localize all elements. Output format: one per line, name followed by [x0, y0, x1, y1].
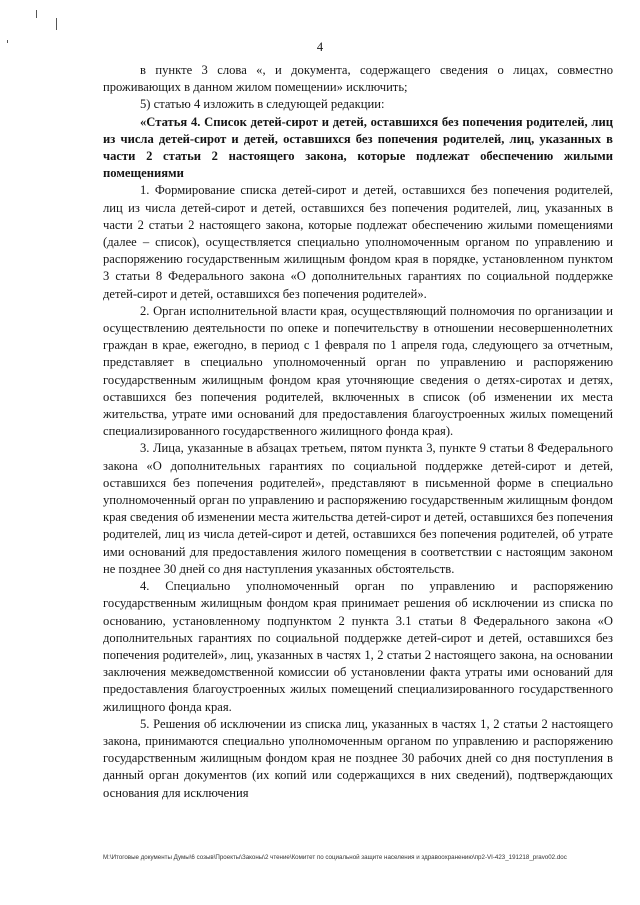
paragraph-3: 3. Лица, указанные в абзацах третьем, пятом пункта 3, пункте 9 статьи 8 Федерального закона «О дополнительных гарантиях по социальной поддержке детей-сирот и детей, оставшихся без попечения родителей», представляют в письменной форме в специально уполномоченный орган по управлению и распоряжению государственным жилищным фондом края сведения об изменении места жительства детей-сирот и детей, оставшихся без попечения родителей, лиц из числа детей-сирот и детей, оставшихся без попечения родителей, об утрате ими оснований для предоставления жилого помещения в соответствии с настоящим законом не позднее 30 дней со дня наступления указанных обстоятельств.: [103, 441, 613, 576]
scan-mark: [56, 18, 57, 30]
paragraph-amendment-intro: 5) статью 4 изложить в следующей редакции:: [140, 97, 385, 112]
paragraph-1: 1. Формирование списка детей-сирот и детей, оставшихся без попечения родителей, лиц из числа детей-сирот и детей, оставшихся без попечения родителей, лиц, указанных в части 2 статьи 2 настоящего закона, которые подлежат обеспечению жилыми помещениями (далее – список), осуществляется специально уполномоченным органом по управлению и распоряжению государственным жилищным фондом края в порядке, установленном пунктом 3 статьи 8 Федерального закона «О дополнительных гарантиях по социальной поддержке детей-сирот и детей, оставшихся без попечения родителей».: [103, 183, 613, 301]
article-heading: «Статья 4. Список детей-сирот и детей, оставшихся без попечения родителей, лиц из числа детей-сирот и детей, оставшихся без попечения родителей, лиц, указанных в части 2 статьи 2 настоящего закона, которые подлежат обеспечению жилыми помещениями: [103, 114, 613, 181]
paragraph-4: 4. Специально уполномоченный орган по управлению и распоряжению государственным жилищным фондом края принимает решения об исключении из списка по основанию, установленному подпунктом 2 пункта 3.1 статьи 8 Федерального закона «О дополнительных гарантиях по социальной поддержке детей-сирот и детей, оставшихся без попечения родителей», лиц, указанных в частях 1, 2 статьи 2 настоящего закона, на основании заключения межведомственной комиссии об установлении факта утраты ими оснований для предоставления благоустроенных жилых помещений специализированного государственного жилищного фонда края.: [103, 579, 613, 714]
document-body: [103, 62, 613, 802]
paragraph-5: 5. Решения об исключении из списка лиц, указанных в частях 1, 2 статьи 2 настоящего закона, принимаются специально уполномоченным органом по управлению и распоряжению государственным жилищным фондом края не позднее 30 рабочих дней со дня поступления в данный орган документов (их копий или содержащихся в них сведений), подтверждающих основания для исключения: [103, 716, 613, 800]
paragraph-continuation: в пункте 3 слова «, и документа, содержащего сведения о лицах, совместно проживающих в данном жилом помещении» исключить;: [103, 63, 613, 95]
paragraph-2: 2. Орган исполнительной власти края, осуществляющий полномочия по организации и осуществлению деятельности по опеке и попечительству в отношении несовершеннолетних граждан в крае, ежегодно, в период с 1 февраля по 1 апреля года, следующего за отчетным, представляет в специально уполномоченный орган по управлению и распоряжению государственным жилищным фондом края уточняющие сведения о детях-сиротах и детях, оставшихся без попечения родителей, включенных в список (об изменении их места жительства, утрате ими оснований для предоставления благоустроенных жилых помещений специализированного государственного жилищного фонда края).: [103, 303, 613, 439]
page-number: 4: [316, 40, 324, 54]
scan-mark: [36, 10, 37, 18]
footer-file-path: M:\Итоговые документы Думы\6 созыв\Проекты\Законы\2 чтение\Комитет по социальной защите населения и здравоохранению\пр2-VI-423_191218_pravo02.doc: [103, 854, 567, 861]
